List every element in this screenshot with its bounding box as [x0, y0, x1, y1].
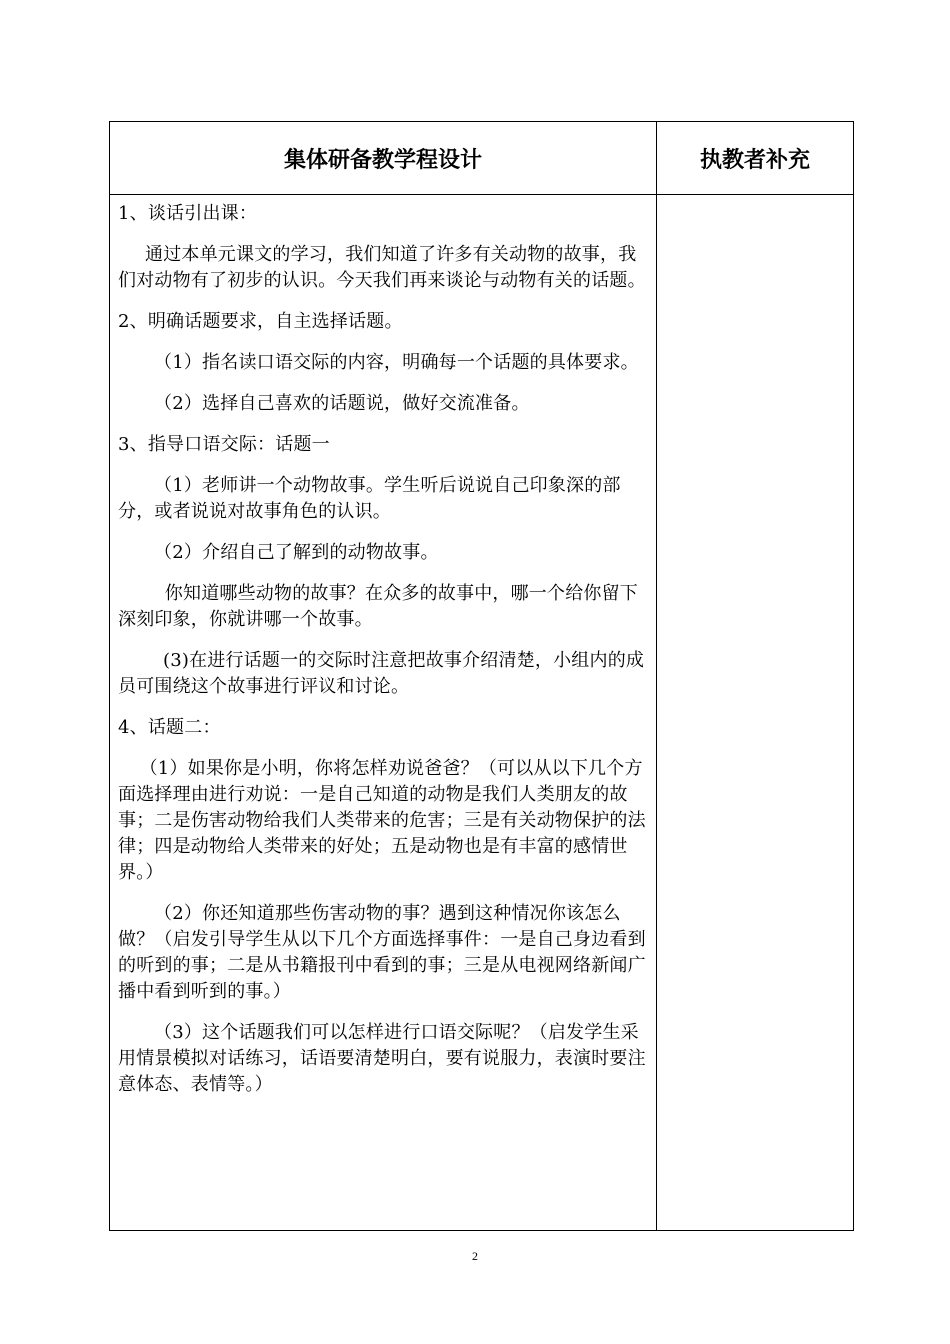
lesson-design-table — [109, 121, 854, 1231]
paragraph: （3）这个话题我们可以怎样进行口语交际呢？（启发学生采用情景模拟对话练习，话语要清楚明白，要有说服力，表演时要注意体态、表情等。） — [118, 1022, 646, 1095]
paragraph: （2）介绍自己了解到的动物故事。 — [154, 542, 439, 563]
teacher-supplement-cell — [657, 195, 854, 1231]
table-header-row — [110, 122, 854, 195]
paragraph: （1）如果你是小明，你将怎样劝说爸爸？（可以从以下几个方面选择理由进行劝说：一是自己知道的动物是我们人类朋友的故事；二是伤害动物给我们人类带来的危害；三是有关动物保护的法律；四是动物给人类带来的好处；五是动物也是有丰富的感情世界。） — [118, 758, 646, 883]
paragraph: 你知道哪些动物的故事？在众多的故事中，哪一个给你留下深刻印象，你就讲哪一个故事。 — [118, 583, 638, 630]
paragraph: 通过本单元课文的学习，我们知道了许多有关动物的故事，我们对动物有了初步的认识。今天我们再来谈论与动物有关的话题。 — [118, 244, 646, 291]
table-body-row — [110, 195, 854, 1231]
page-number: 2 — [472, 1249, 478, 1263]
lesson-content-cell — [110, 195, 657, 1231]
paragraph: 4、话题二： — [118, 717, 221, 738]
paragraph: （1）指名读口语交际的内容，明确每一个话题的具体要求。 — [154, 352, 639, 373]
paragraph: （1）老师讲一个动物故事。学生听后说说自己印象深的部分，或者说说对故事角色的认识。 — [118, 475, 621, 522]
paragraph: 3、指导口语交际：话题一 — [118, 434, 330, 455]
paragraph: 2、明确话题要求，自主选择话题。 — [118, 311, 403, 332]
paragraph: (3)在进行话题一的交际时注意把故事介绍清楚，小组内的成员可围绕这个故事进行评议和讨论。 — [118, 650, 645, 697]
header-lesson-design: 集体研备教学程设计 — [110, 122, 657, 195]
paragraph: （2）你还知道那些伤害动物的事？遇到这种情况你该怎么做？（启发引导学生从以下几个方面选择事件：一是自己身边看到的听到的事；二是从书籍报刊中看到的事；三是从电视网络新闻广播中看到听到的事。） — [118, 903, 646, 1002]
paragraph: 1、谈话引出课： — [118, 203, 258, 224]
header-teacher-supplement: 执教者补充 — [657, 122, 854, 195]
paragraph: （2）选择自己喜欢的话题说，做好交流准备。 — [154, 393, 530, 414]
